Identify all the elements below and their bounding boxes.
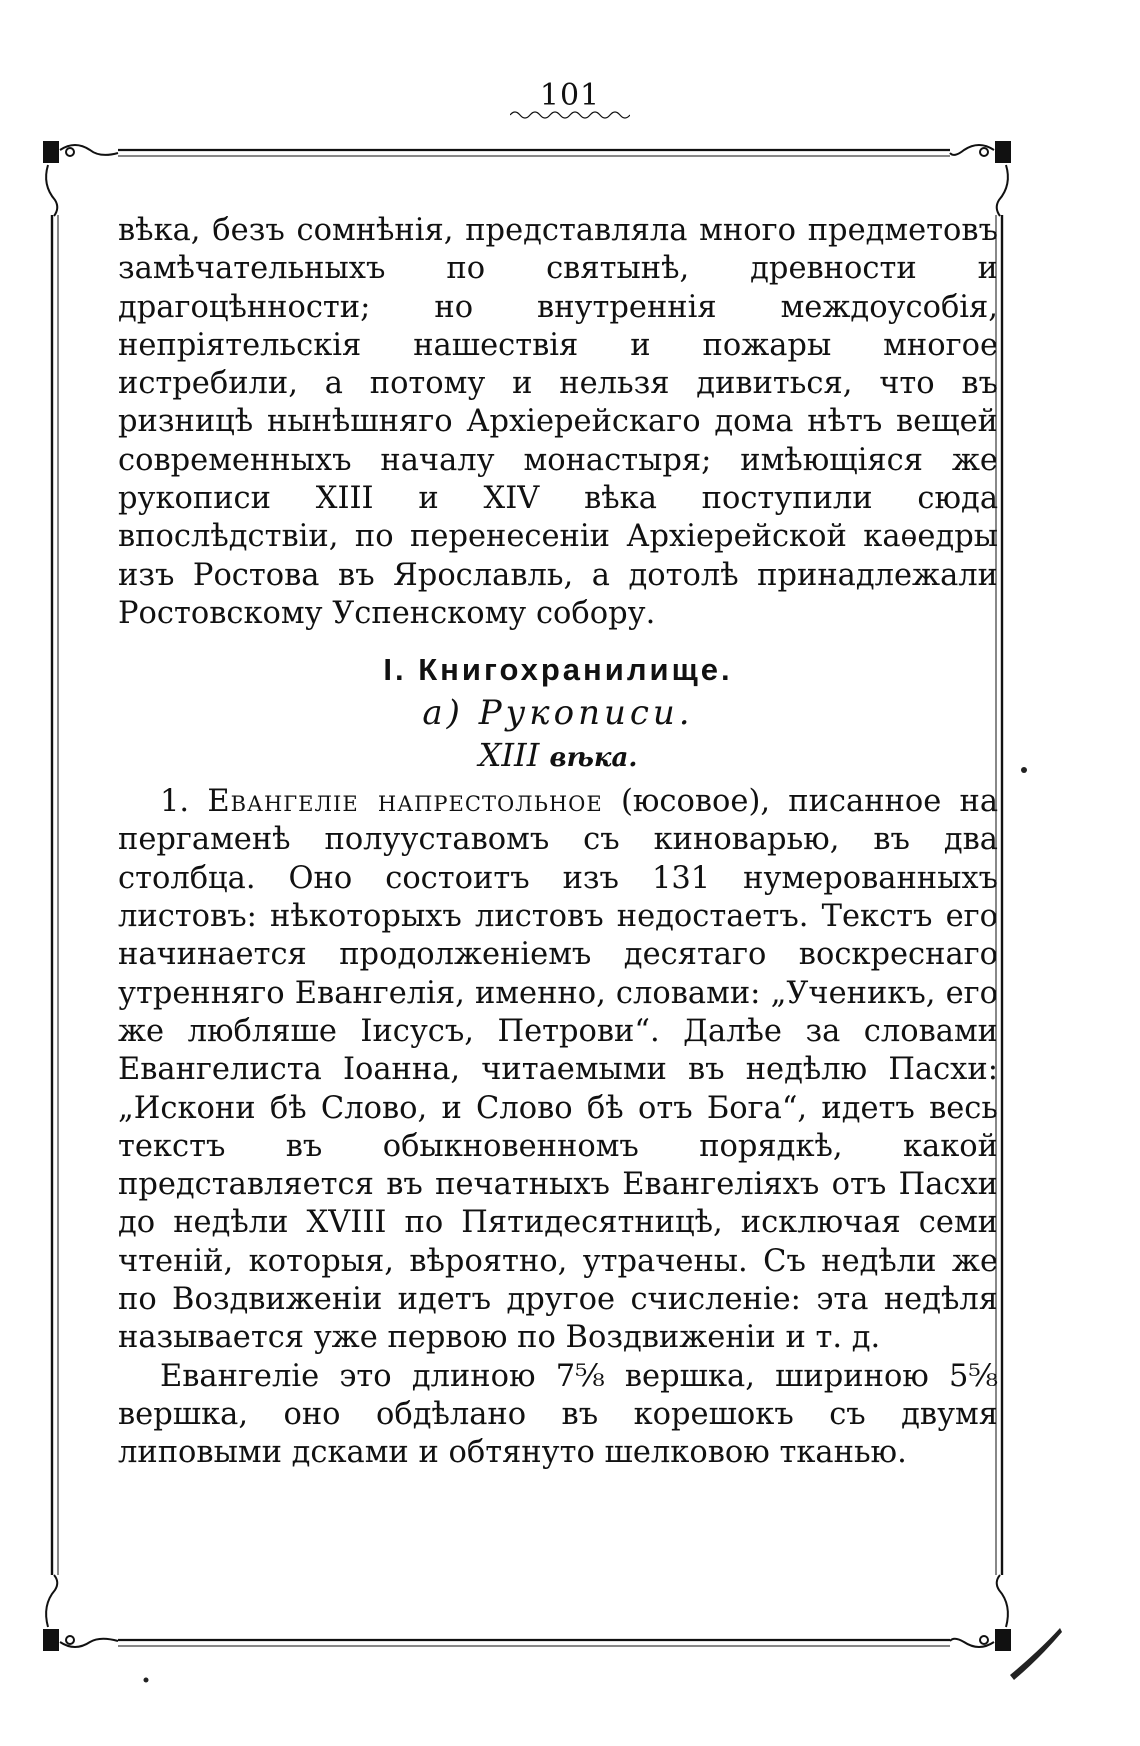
corner-ornament-top-left (44, 142, 118, 216)
corner-ornament-top-right (950, 142, 1010, 216)
entry-title: Евангеліе напрестольное (207, 784, 603, 820)
entry-paragraph (118, 783, 998, 1357)
century-roman: XIII (478, 735, 540, 774)
entry-text: (юсовое), писанное на пергаменѣ полууставомъ съ киноварью, въ два столбца. Оно состоитъ изъ 131 нумерованныхъ листовъ: нѣкоторыхъ листовъ недостаетъ. Текстъ его начинается продолженіемъ десятаго воскреснаго утренняго Евангелія, именно, словами: „Ученикъ, его же любляше Іисусъ, Петрови“. Далѣе за словами Евангелиста Іоанна, читаемыми въ недѣлю Пасхи: „Искони бѣ Слово, и Слово бѣ отъ Бога“, идетъ весь текстъ въ обыкновенномъ порядкѣ, какой представляется въ печатныхъ Евангеліяхъ отъ Пасхи до недѣли XVIII по Пятидесятницѣ, исключая семи чтеній, которыя, вѣроятно, утрачены. Съ недѣли же по Воздвиженіи идетъ другое счисленіе: эта недѣля называется уже первою по Воздвиженіи и т. д. (118, 784, 999, 1356)
century-word: вѣка. (549, 742, 638, 773)
closing-paragraph: Евангеліе это длиною 7⁵⁄₈ вершка, шириною 5⁵⁄₈ вершка, оно обдѣлано въ корешокъ съ двумя липовыми дсками и обтянуто шелковою тканью. (118, 1358, 998, 1471)
corner-ornament-bottom-left (44, 1575, 118, 1650)
century-heading (118, 736, 998, 777)
section-title: I. Книгохранилище. (383, 652, 733, 688)
entry-number: 1. (160, 784, 190, 820)
page-number-text: 101 (539, 78, 601, 113)
subsection-title: а) Рукописи. (422, 692, 694, 733)
opening-paragraph: вѣка, безъ сомнѣнія, представляла много предметовъ замѣчательныхъ по святынѣ, древности и драгоцѣнности; но внутреннія междоусобія, непріятельскія нашествія и пожары многое истребили, а потому и нельзя дивиться, что въ ризницѣ нынѣшняго Архіерейскаго дома нѣтъ вещей современныхъ началу монастыря; имѣющіяся же рукописи XIII и XIV вѣка поступили сюда впослѣдствіи, по перенесеніи Архіерейской каѳедры изъ Ростова въ Ярославль, а дотолѣ принадлежали Ростовскому Успенскому собору. (118, 213, 998, 631)
page-body (118, 212, 998, 1473)
corner-ornament-bottom-right (950, 1575, 1010, 1650)
ink-smudge (1010, 1628, 1062, 1680)
